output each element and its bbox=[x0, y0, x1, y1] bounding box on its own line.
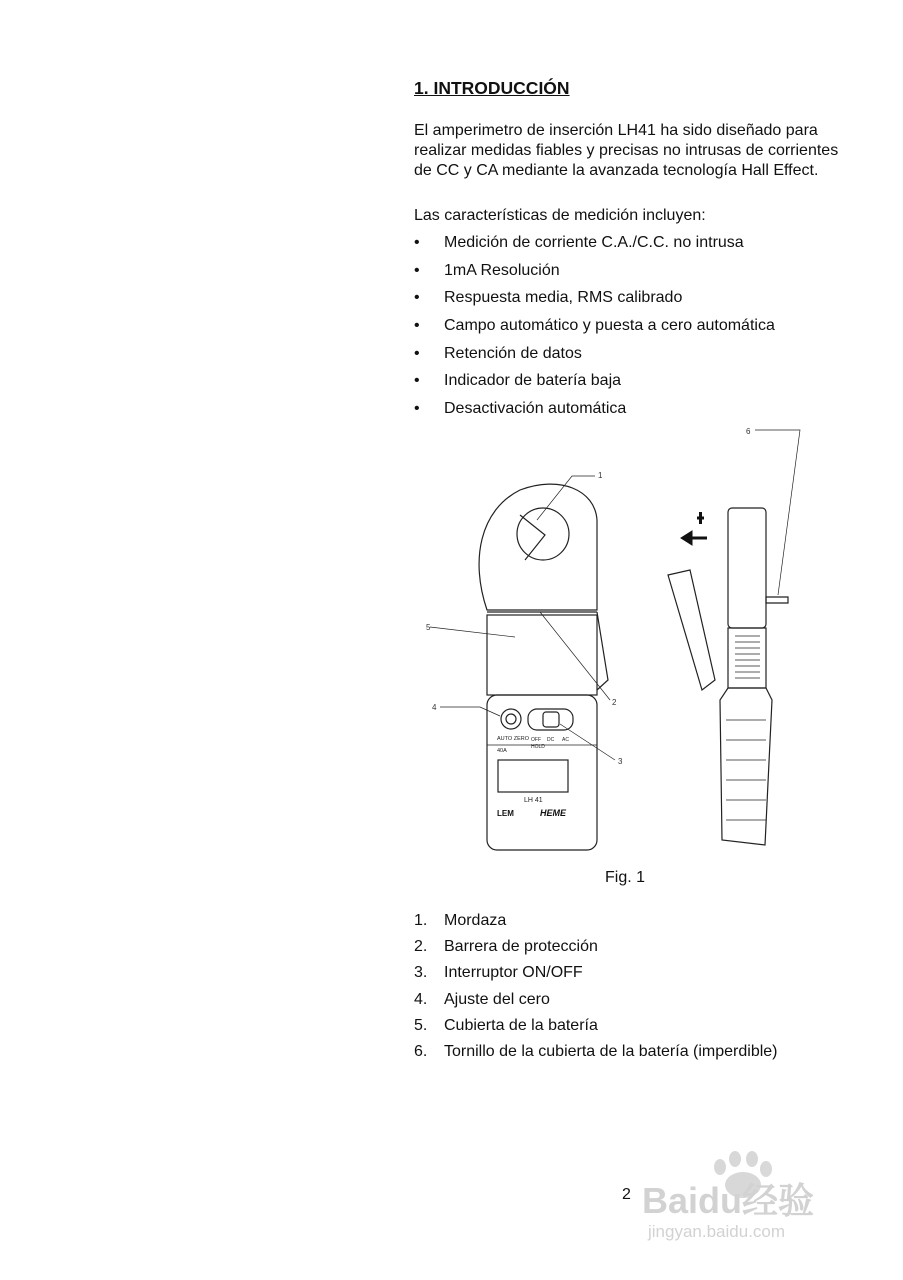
watermark-url: jingyan.baidu.com bbox=[648, 1222, 786, 1241]
callout-2: 2 bbox=[612, 698, 617, 707]
section-title: 1. INTRODUCCIÓN bbox=[414, 78, 570, 98]
feature-text: Desactivación automática bbox=[444, 400, 627, 418]
clamp-meter-diagram bbox=[410, 420, 830, 860]
part-number: 3. bbox=[414, 964, 428, 982]
screw bbox=[766, 597, 788, 603]
part-text: Ajuste del cero bbox=[444, 990, 550, 1008]
part-text: Barrera de protección bbox=[444, 938, 598, 956]
jaw-gap bbox=[520, 515, 545, 560]
callout-1: 1 bbox=[598, 471, 603, 480]
bullet: • bbox=[414, 289, 420, 307]
side-jaw bbox=[728, 508, 766, 628]
part-text: Mordaza bbox=[444, 912, 507, 929]
jaw-hinge bbox=[597, 612, 608, 690]
features-lead: Las características de medición incluyen: bbox=[414, 207, 706, 224]
feature-text: Medición de corriente C.A./C.C. no intrusa bbox=[444, 234, 744, 251]
part-text: Cubierta de la batería bbox=[444, 1016, 598, 1034]
part-number: 6. bbox=[414, 1042, 428, 1060]
feature-text: Respuesta media, RMS calibrado bbox=[444, 289, 683, 307]
feature-text: 1mA Resolución bbox=[444, 261, 560, 279]
label-model: LH 41 bbox=[524, 797, 543, 804]
bullet: • bbox=[414, 400, 420, 418]
part-text: Interruptor ON/OFF bbox=[444, 964, 583, 982]
intro-paragraph: El amperimetro de inserción LH41 ha sido diseñado para realizar medidas fiables y precisas no intrusas de corrientes de CC y CA mediante la avanzada tecnología Hall Effect. bbox=[414, 122, 839, 179]
part-number: 5. bbox=[414, 1016, 428, 1034]
figure-caption: Fig. 1 bbox=[605, 869, 646, 886]
feature-text: Retención de datos bbox=[444, 344, 582, 362]
label-range: 40A bbox=[497, 748, 507, 754]
bullet: • bbox=[414, 234, 420, 251]
label-brand-right: HEME bbox=[540, 808, 567, 818]
open-cover bbox=[668, 570, 715, 690]
feature-text: Campo automático y puesta a cero automática bbox=[444, 317, 775, 335]
label-hold: HOLD bbox=[531, 744, 545, 750]
callout-5: 5 bbox=[426, 623, 431, 632]
label-off: OFF bbox=[531, 737, 541, 743]
battery-cover bbox=[487, 615, 597, 695]
bullet: • bbox=[414, 261, 420, 279]
label-brand-left: LEM bbox=[497, 809, 514, 818]
part-number: 2. bbox=[414, 938, 428, 956]
feature-text: Indicador de batería baja bbox=[444, 372, 622, 390]
callout-3: 3 bbox=[618, 757, 623, 766]
label-dc: DC bbox=[547, 737, 555, 743]
side-handle bbox=[720, 688, 772, 845]
part-number: 1. bbox=[414, 912, 428, 929]
meter-body bbox=[487, 695, 597, 850]
baidu-watermark bbox=[640, 1145, 890, 1270]
part-number: 4. bbox=[414, 990, 428, 1008]
bullet: • bbox=[414, 372, 420, 390]
callout-4: 4 bbox=[432, 703, 437, 712]
zero-adjust-dial bbox=[501, 709, 521, 729]
label-auto-zero: AUTO ZERO bbox=[497, 736, 529, 742]
callout-6: 6 bbox=[746, 427, 751, 436]
current-direction-arrow bbox=[681, 512, 707, 545]
part-text: Tornillo de la cubierta de la batería (imperdible) bbox=[444, 1042, 778, 1060]
lcd-display bbox=[498, 760, 568, 792]
side-grip-top bbox=[728, 628, 766, 688]
jaw-outline bbox=[479, 484, 597, 610]
bullet: • bbox=[414, 344, 420, 362]
label-ac: AC bbox=[562, 737, 569, 743]
page-number: 2 bbox=[622, 1186, 631, 1203]
watermark-brand: Baidu经验 bbox=[642, 1180, 815, 1221]
bullet: • bbox=[414, 317, 420, 335]
